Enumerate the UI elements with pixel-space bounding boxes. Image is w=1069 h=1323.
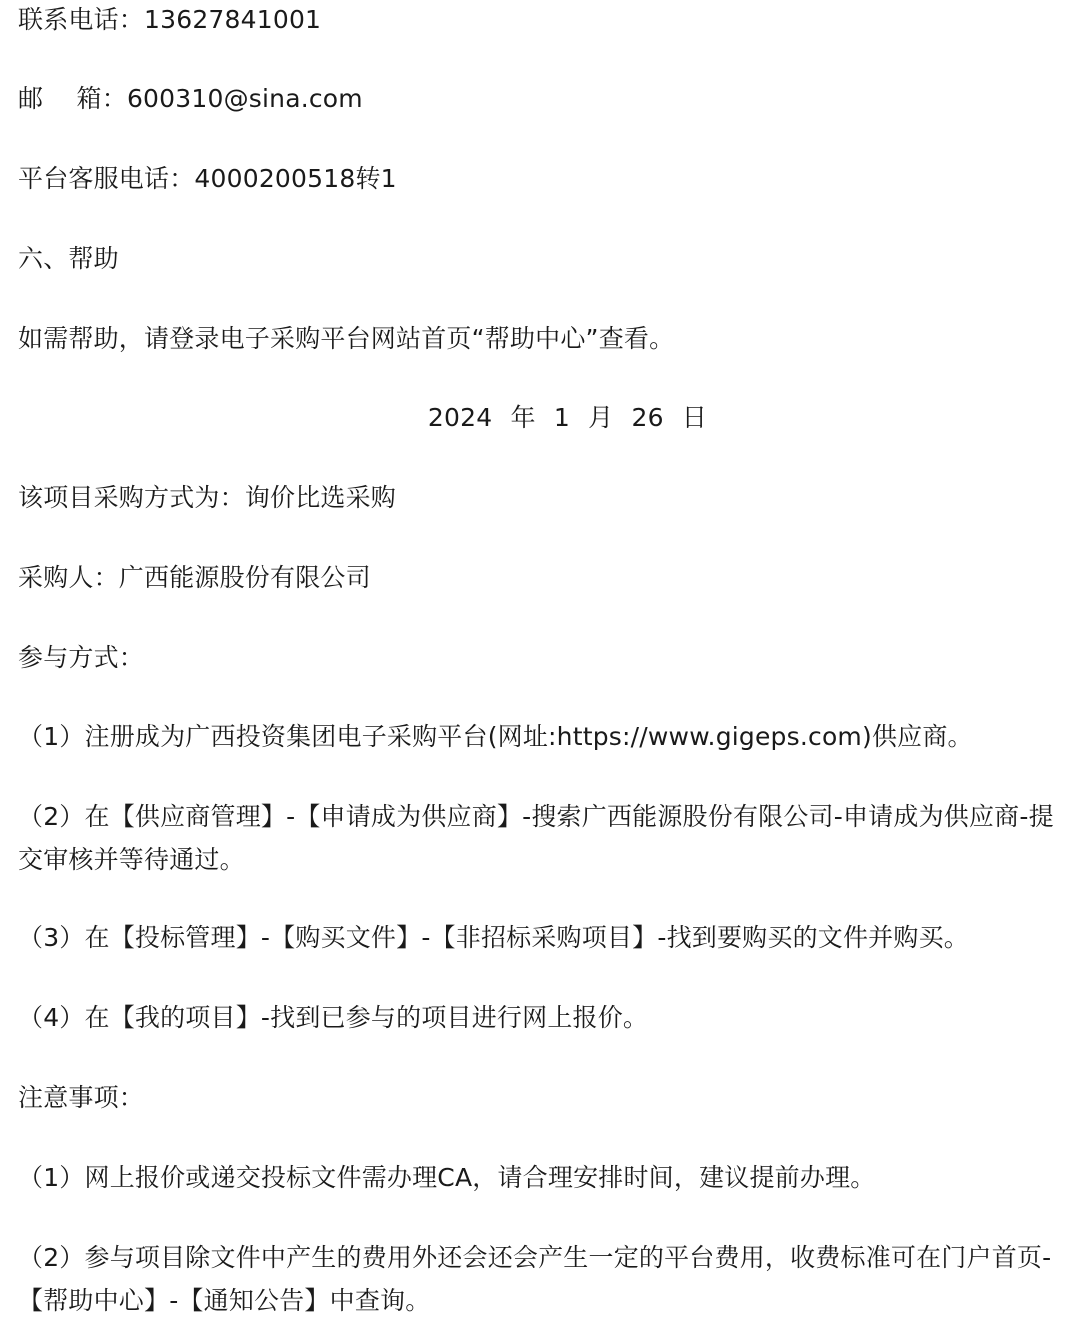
procurement-method: 该项目采购方式为：询价比选采购: [18, 483, 397, 512]
date-day-unit: 日: [681, 403, 708, 432]
participation-step-3: （3）在【投标管理】-【购买文件】-【非招标采购项目】-找到要购买的文件并购买。: [18, 923, 969, 952]
date-day: 26: [631, 403, 664, 432]
participation-step-1: （1）注册成为广西投资集团电子采购平台(网址:https://www.gigeps.com)供应商。: [18, 722, 973, 751]
date-month-unit: 月: [588, 403, 614, 432]
participation-heading: 参与方式：: [18, 643, 145, 672]
help-text: 如需帮助，请登录电子采购平台网站首页“帮助中心”查看。: [18, 324, 675, 353]
date-year-unit: 年: [510, 403, 536, 432]
participation-step-2: （2）在【供应商管理】-【申请成为供应商】-搜索广西能源股份有限公司-申请成为供应商-提交审核并等待通过。: [18, 802, 1054, 874]
purchaser: 采购人：广西能源股份有限公司: [18, 563, 371, 592]
notes-heading: 注意事项：: [18, 1083, 145, 1112]
date-year: 2024: [427, 403, 493, 432]
note-item-1: （1）网上报价或递交投标文件需办理CA，请合理安排时间，建议提前办理。: [18, 1163, 876, 1192]
help-heading: 六、帮助: [18, 244, 119, 273]
participation-step-4: （4）在【我的项目】-找到已参与的项目进行网上报价。: [18, 1003, 649, 1032]
note-item-2: （2）参与项目除文件中产生的费用外还会还会产生一定的平台费用，收费标准可在门户首页-【帮助中心】-【通知公告】中查询。: [18, 1243, 1052, 1315]
date-month: 1: [553, 403, 570, 432]
document-date: [0, 402, 1069, 434]
contact-phone: 联系电话：13627841001: [18, 5, 322, 34]
service-phone: 平台客服电话：4000200518转1: [18, 164, 397, 193]
contact-email: 邮 箱：600310@sina.com: [18, 84, 363, 113]
